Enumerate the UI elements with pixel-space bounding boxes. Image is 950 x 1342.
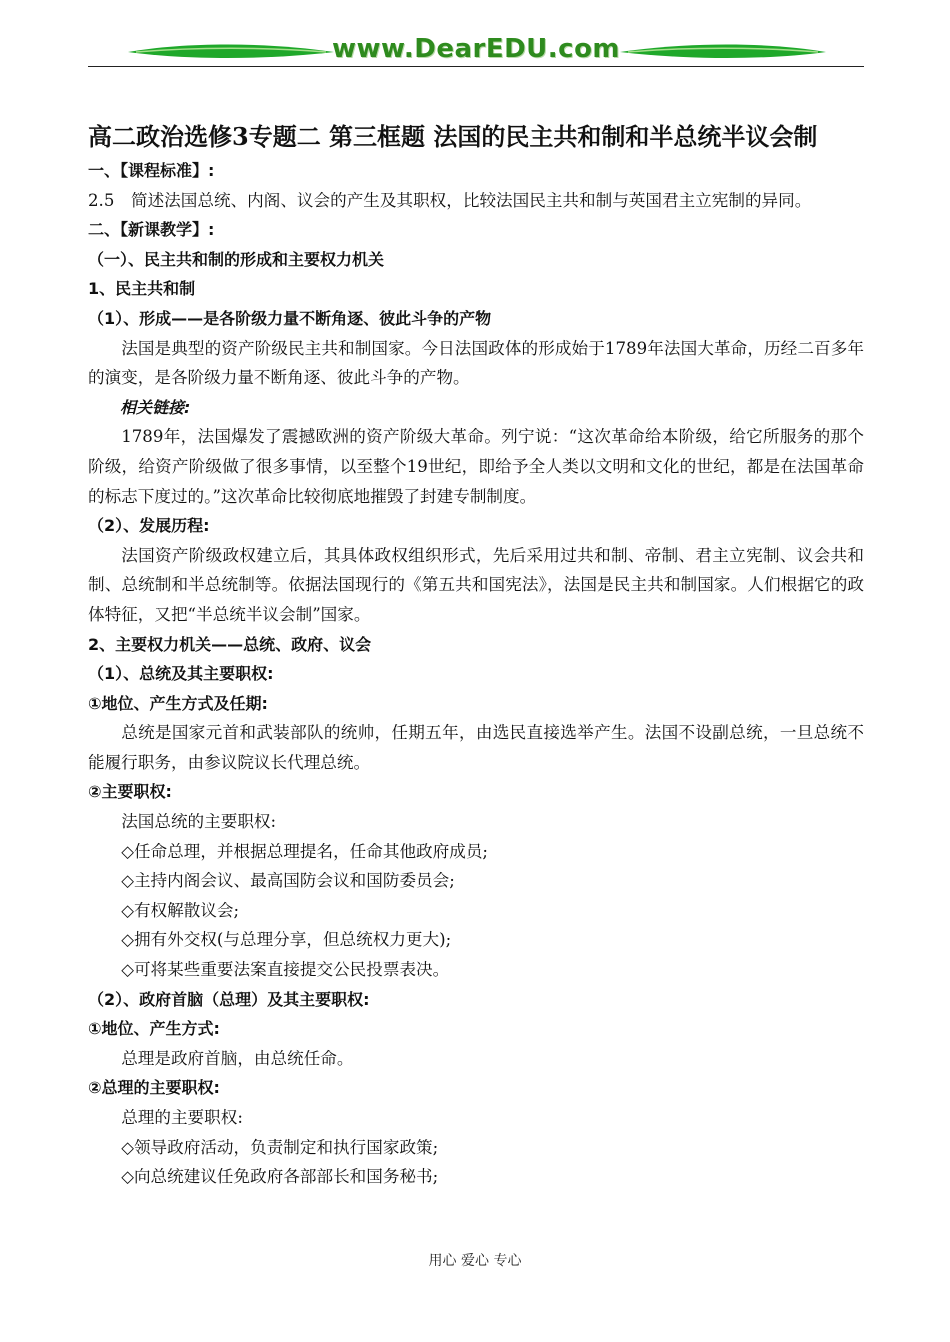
standards-text: 2.5 简述法国总统、内阁、议会的产生及其职权，比较法国民主共和制与英国君主立宪制的异同。 <box>88 190 812 210</box>
president-status-text: 总统是国家元首和武装部队的统帅，任期五年，由选民直接选举产生。法国不设副总统，一旦总统不能履行职务，由参议院议长代理总统。 <box>88 723 864 772</box>
page-title: 高二政治选修3专题二 第三框题 法国的民主共和制和半总统半议会制 <box>88 122 818 151</box>
president-power-item: ◇拥有外交权(与总理分享，但总统权力更大); <box>121 930 452 950</box>
header-divider <box>88 66 864 67</box>
pm-power-item: ◇向总统建议任免政府各部部长和国务秘书; <box>121 1167 439 1187</box>
pm-power-item: ◇领导政府活动，负责制定和执行国家政策; <box>121 1137 439 1157</box>
subheading-republic: 1、民主共和制 <box>88 279 196 299</box>
site-logo: www.DearEDU.com <box>331 34 621 64</box>
related-link-text: 1789年，法国爆发了震撼欧洲的资产阶级大革命。列宁说：“这次革命给本阶级，给它所服务的那个阶级，给资产阶级做了很多事情，以至整个19世纪，即给予全人类以文明和文化的世纪，都是在法国革命的标志下度过的。”这次革命比较彻底地摧毁了封建专制制度。 <box>88 427 864 506</box>
pm-powers-heading: ②总理的主要职权: <box>88 1078 220 1098</box>
president-status-heading: ①地位、产生方式及任期: <box>88 693 268 713</box>
president-power-item: ◇任命总理，并根据总理提名，任命其他政府成员; <box>121 841 489 861</box>
president-power-item: ◇可将某些重要法案直接提交公民投票表决。 <box>121 960 450 980</box>
formation-text: 法国是典型的资产阶级民主共和制国家。今日法国政体的形成始于1789年法国大革命，历经二百多年的演变，是各阶级力量不断角逐、彼此斗争的产物。 <box>88 338 864 388</box>
president-power-item: ◇主持内阁会议、最高国防会议和国防委员会; <box>121 871 455 891</box>
president-power-item: ◇有权解散议会; <box>121 900 240 920</box>
right-swoosh-icon <box>618 38 828 68</box>
president-powers-intro: 法国总统的主要职权: <box>121 812 277 832</box>
pm-status-text: 总理是政府首脑，由总统任命。 <box>121 1048 354 1068</box>
subheading-development: （2）、发展历程: <box>88 516 210 536</box>
subheading-president: （1）、总统及其主要职权: <box>88 664 274 684</box>
president-powers-heading: ②主要职权: <box>88 782 172 802</box>
page-header <box>88 30 864 70</box>
related-link-label: 相关链接: <box>120 397 191 417</box>
subheading-prime-minister: （2）、政府首脑（总理）及其主要职权: <box>88 989 370 1009</box>
subheading-formation: （1）、形成——是各阶级力量不断角逐、彼此斗争的产物 <box>88 308 492 328</box>
pm-powers-intro: 总理的主要职权: <box>121 1108 243 1127</box>
development-text: 法国资产阶级政权建立后，其具体政权组织形式，先后采用过共和制、帝制、君主立宪制、议会共和制、总统制和半总统制等。依据法国现行的《第五共和国宪法》，法国是民主共和制国家。人们根据它的政体特征，又把“半总统半议会制”国家。 <box>88 545 864 624</box>
page-footer: 用心 爱心 专心 <box>428 1253 522 1269</box>
section-heading-standards: 一、【课程标准】: <box>88 161 215 180</box>
document-body <box>88 118 864 1192</box>
subheading-power-organs: 2、主要权力机关——总统、政府、议会 <box>88 634 372 654</box>
section-heading-teaching: 二、【新课教学】: <box>88 220 215 240</box>
part-heading-formation: （一）、民主共和制的形成和主要权力机关 <box>88 249 385 269</box>
pm-status-heading: ①地位、产生方式: <box>88 1019 220 1039</box>
